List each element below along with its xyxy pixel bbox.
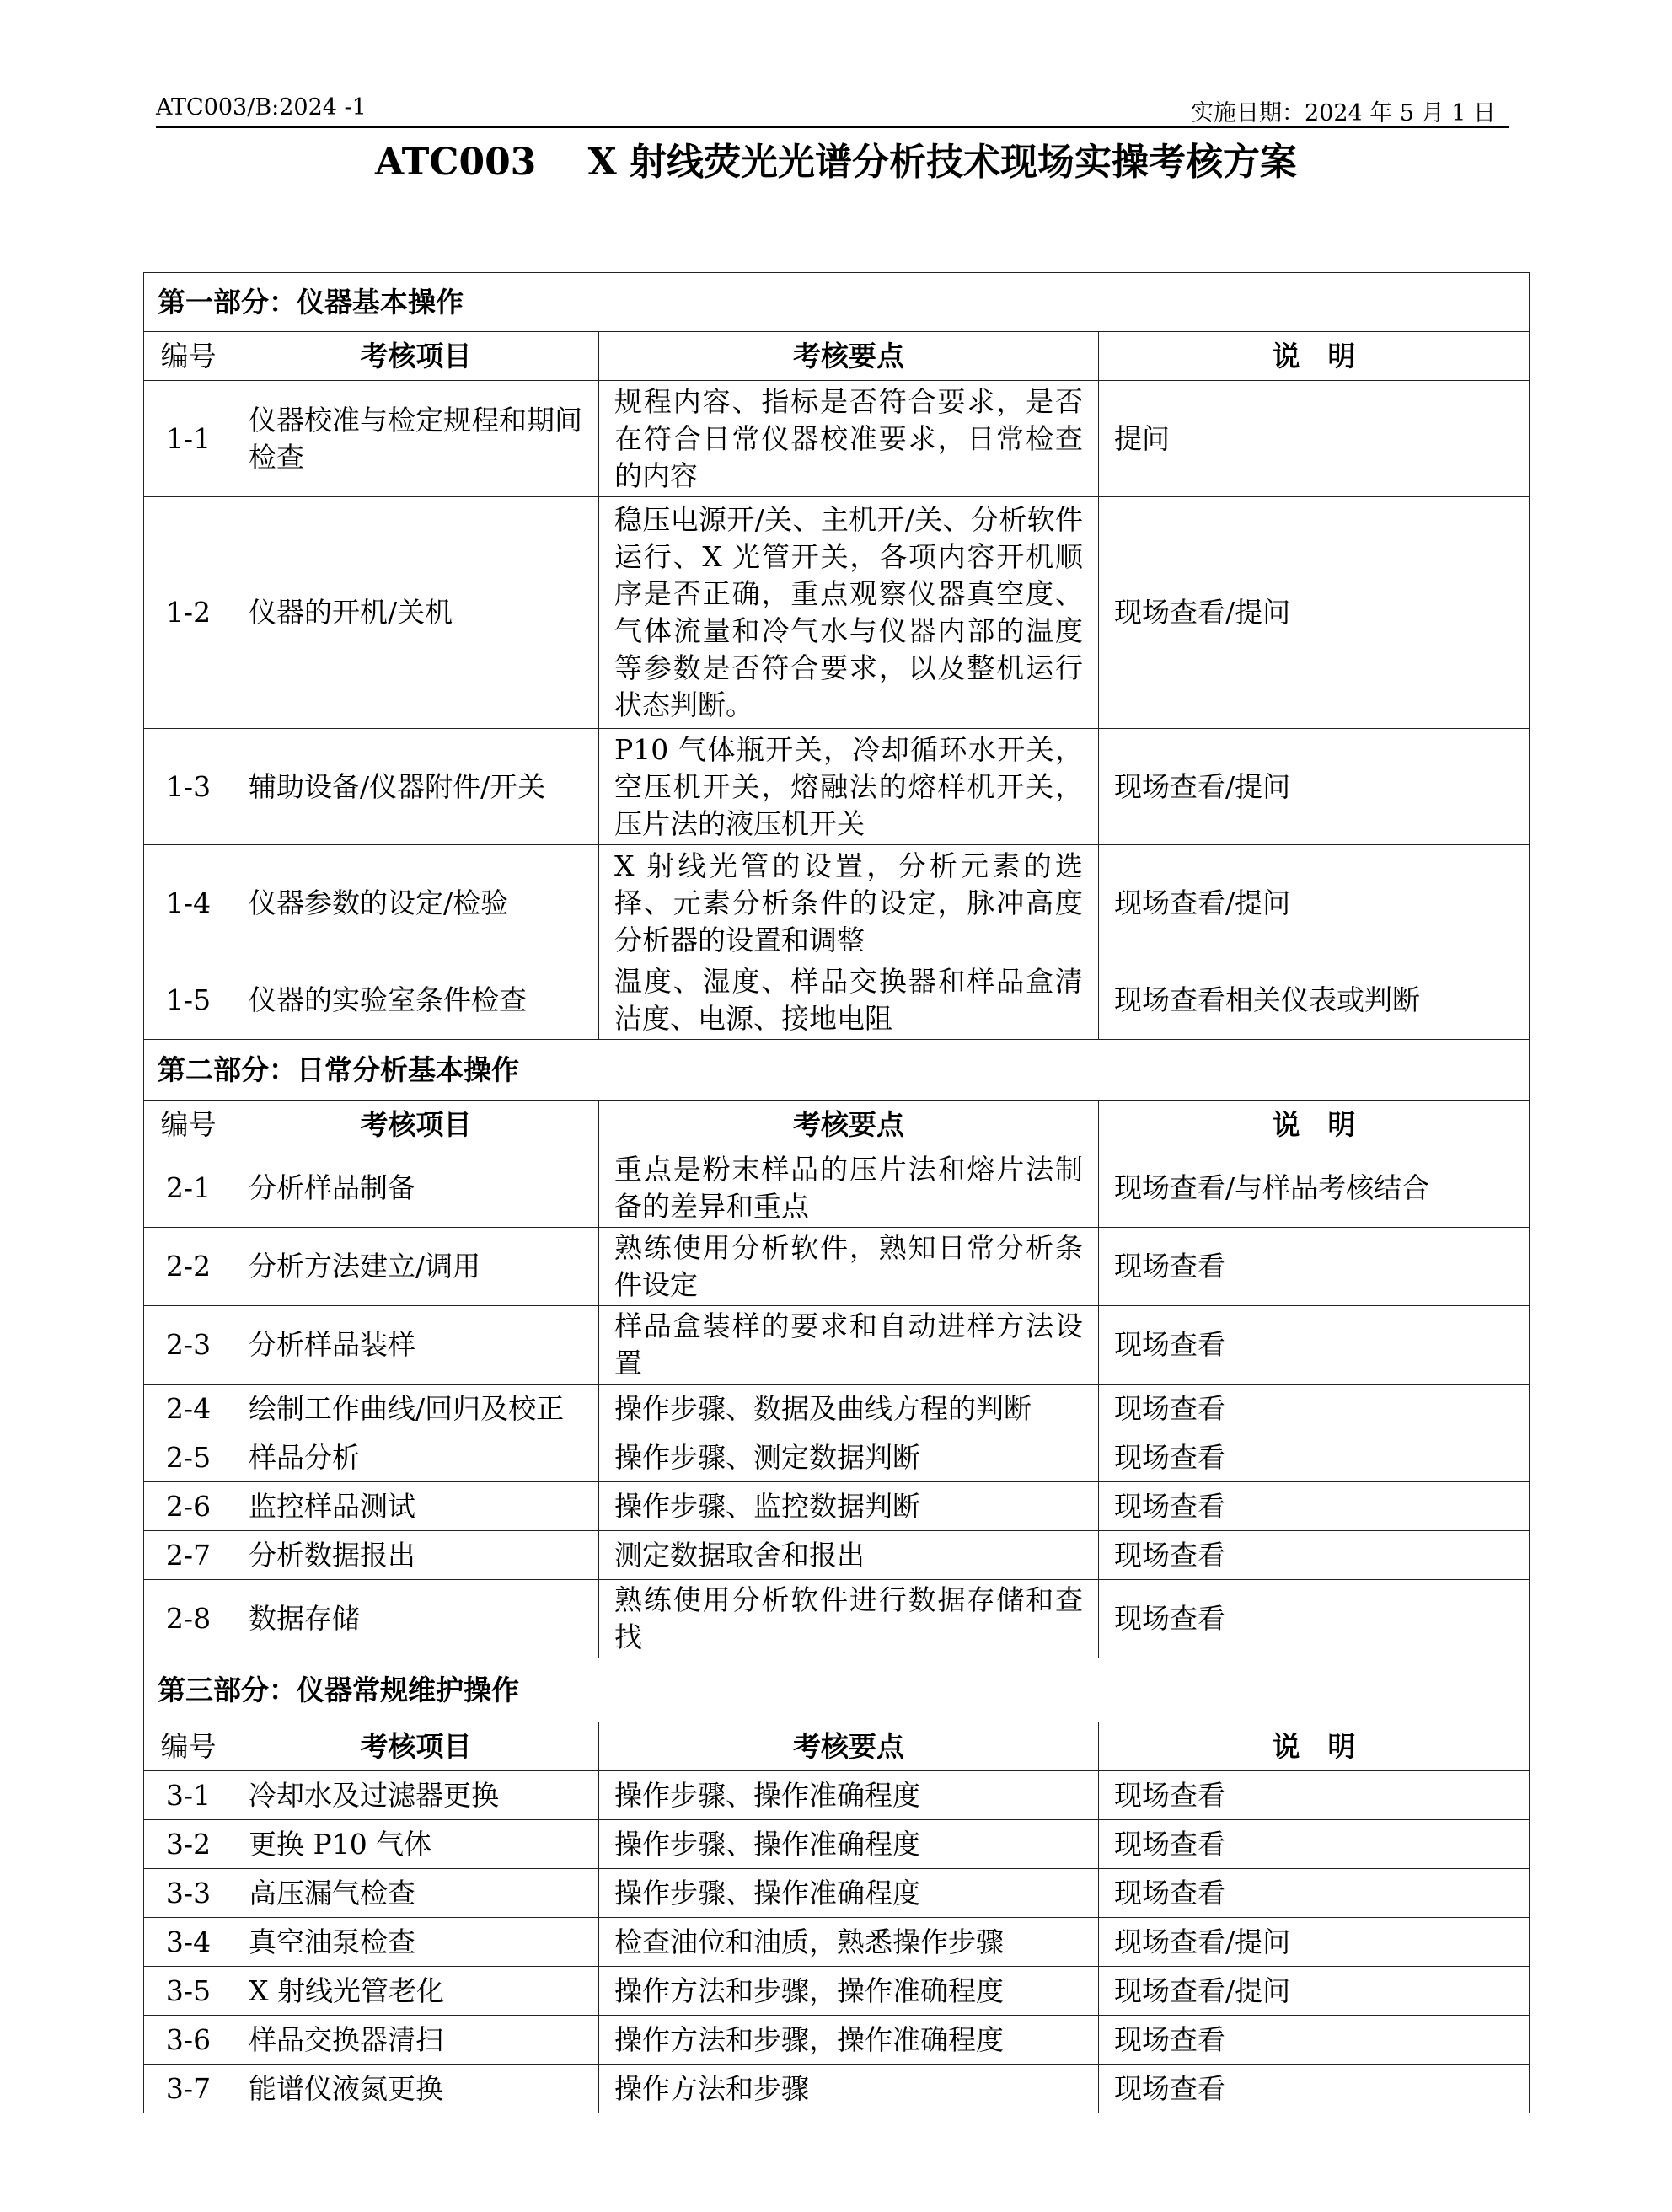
row-number: 3-5 [144, 1967, 233, 2016]
table-row [144, 1869, 1530, 1918]
table-row [144, 497, 1530, 729]
header-rule [156, 126, 1509, 128]
row-item: 样品交换器清扫 [233, 2016, 599, 2065]
row-note: 现场查看 [1099, 1228, 1530, 1306]
table-row [144, 1385, 1530, 1433]
row-item: 仪器参数的设定/检验 [233, 845, 599, 961]
row-item: 分析样品装样 [233, 1306, 599, 1385]
row-point: 操作方法和步骤 [599, 2065, 1099, 2113]
table-row [144, 845, 1530, 961]
table-row [144, 1531, 1530, 1580]
row-note: 现场查看 [1099, 1771, 1530, 1820]
table-row [144, 2016, 1530, 2065]
row-number: 2-5 [144, 1433, 233, 1482]
row-item: 分析方法建立/调用 [233, 1228, 599, 1306]
row-number: 2-8 [144, 1580, 233, 1658]
row-item: 更换 P10 气体 [233, 1820, 599, 1869]
row-point: 操作方法和步骤，操作准确程度 [599, 1967, 1099, 2016]
row-point: 操作步骤、操作准确程度 [599, 1771, 1099, 1820]
column-header-note: 说 明 [1099, 1722, 1530, 1771]
table-row [144, 961, 1530, 1040]
row-point: 操作方法和步骤，操作准确程度 [599, 2016, 1099, 2065]
row-point: 稳压电源开/关、主机开/关、分析软件运行、X 光管开关，各项内容开机顺序是否正确，重点观察仪器真空度、气体流量和冷气水与仪器内部的温度等参数是否符合要求，以及整机运行状态判断。 [599, 497, 1099, 729]
row-point: X 射线光管的设置，分析元素的选择、元素分析条件的设定，脉冲高度分析器的设置和调整 [599, 845, 1099, 961]
row-note: 现场查看 [1099, 1869, 1530, 1918]
section-title: 第一部分：仪器基本操作 [144, 273, 1530, 332]
section-title: 第三部分：仪器常规维护操作 [144, 1658, 1530, 1722]
row-number: 3-4 [144, 1918, 233, 1967]
row-number: 2-2 [144, 1228, 233, 1306]
table-row [144, 1918, 1530, 1967]
page-title: ATC003 X 射线荧光光谱分析技术现场实操考核方案 [374, 141, 1298, 184]
row-item: 冷却水及过滤器更换 [233, 1771, 599, 1820]
row-note: 现场查看 [1099, 1433, 1530, 1482]
column-header-note: 说 明 [1099, 332, 1530, 381]
table-row [144, 1149, 1530, 1228]
section-header-row [144, 1658, 1530, 1722]
column-header-row [144, 1722, 1530, 1771]
table-row [144, 1306, 1530, 1385]
row-point: 操作步骤、操作准确程度 [599, 1869, 1099, 1918]
row-item: 分析数据报出 [233, 1531, 599, 1580]
row-number: 1-4 [144, 845, 233, 961]
table-row [144, 1771, 1530, 1820]
row-item: 绘制工作曲线/回归及校正 [233, 1385, 599, 1433]
row-note: 现场查看 [1099, 1531, 1530, 1580]
row-number: 2-1 [144, 1149, 233, 1228]
column-header-point: 考核要点 [599, 332, 1099, 381]
implementation-date: 实施日期：2024 年 5 月 1 日 [1191, 100, 1496, 126]
row-point: 测定数据取舍和报出 [599, 1531, 1099, 1580]
table-row [144, 1967, 1530, 2016]
row-number: 1-5 [144, 961, 233, 1040]
row-number: 2-3 [144, 1306, 233, 1385]
table-row [144, 1228, 1530, 1306]
row-note: 现场查看 [1099, 1385, 1530, 1433]
row-point: P10 气体瓶开关，冷却循环水开关，空压机开关，熔融法的熔样机开关，压片法的液压机开关 [599, 729, 1099, 845]
table-row [144, 729, 1530, 845]
row-number: 1-1 [144, 381, 233, 497]
column-header-row [144, 1101, 1530, 1149]
row-number: 3-6 [144, 2016, 233, 2065]
row-note: 现场查看 [1099, 1580, 1530, 1658]
column-header-number: 编号 [144, 1101, 233, 1149]
column-header-point: 考核要点 [599, 1722, 1099, 1771]
row-point: 规程内容、指标是否符合要求，是否在符合日常仪器校准要求，日常检查的内容 [599, 381, 1099, 497]
column-header-point: 考核要点 [599, 1101, 1099, 1149]
row-note: 现场查看/提问 [1099, 1918, 1530, 1967]
row-note: 现场查看 [1099, 2016, 1530, 2065]
table-row [144, 1820, 1530, 1869]
row-number: 3-3 [144, 1869, 233, 1918]
row-point: 温度、湿度、样品交换器和样品盒清洁度、电源、接地电阻 [599, 961, 1099, 1040]
row-point: 熟练使用分析软件进行数据存储和查找 [599, 1580, 1099, 1658]
row-item: 能谱仪液氮更换 [233, 2065, 599, 2113]
column-header-row [144, 332, 1530, 381]
column-header-item: 考核项目 [233, 1722, 599, 1771]
doc-code: ATC003/B:2024 -1 [156, 94, 367, 121]
row-point: 检查油位和油质，熟悉操作步骤 [599, 1918, 1099, 1967]
row-number: 2-4 [144, 1385, 233, 1433]
row-note: 现场查看/提问 [1099, 1967, 1530, 2016]
row-item: X 射线光管老化 [233, 1967, 599, 2016]
column-header-item: 考核项目 [233, 332, 599, 381]
row-number: 1-2 [144, 497, 233, 729]
table-row [144, 1580, 1530, 1658]
row-number: 3-7 [144, 2065, 233, 2113]
row-number: 2-6 [144, 1482, 233, 1531]
table-row [144, 381, 1530, 497]
row-number: 3-1 [144, 1771, 233, 1820]
row-note: 现场查看/提问 [1099, 845, 1530, 961]
row-point: 操作步骤、测定数据判断 [599, 1433, 1099, 1482]
row-note: 现场查看 [1099, 1306, 1530, 1385]
row-number: 3-2 [144, 1820, 233, 1869]
section-title: 第二部分：日常分析基本操作 [144, 1040, 1530, 1101]
row-point: 操作步骤、操作准确程度 [599, 1820, 1099, 1869]
row-item: 监控样品测试 [233, 1482, 599, 1531]
row-number: 2-7 [144, 1531, 233, 1580]
section-header-row [144, 273, 1530, 332]
row-number: 1-3 [144, 729, 233, 845]
row-note: 现场查看/提问 [1099, 497, 1530, 729]
row-item: 仪器的实验室条件检查 [233, 961, 599, 1040]
row-point: 重点是粉末样品的压片法和熔片法制备的差异和重点 [599, 1149, 1099, 1228]
row-item: 分析样品制备 [233, 1149, 599, 1228]
column-header-note: 说 明 [1099, 1101, 1530, 1149]
row-note: 现场查看/与样品考核结合 [1099, 1149, 1530, 1228]
row-note: 现场查看 [1099, 1482, 1530, 1531]
row-item: 真空油泵检查 [233, 1918, 599, 1967]
row-note: 现场查看 [1099, 1820, 1530, 1869]
row-note: 现场查看相关仪表或判断 [1099, 961, 1530, 1040]
row-note: 现场查看 [1099, 2065, 1530, 2113]
row-note: 提问 [1099, 381, 1530, 497]
table-row [144, 1482, 1530, 1531]
column-header-number: 编号 [144, 1722, 233, 1771]
table-row [144, 2065, 1530, 2113]
row-point: 熟练使用分析软件，熟知日常分析条件设定 [599, 1228, 1099, 1306]
row-point: 操作步骤、监控数据判断 [599, 1482, 1099, 1531]
table-row [144, 1433, 1530, 1482]
row-item: 仪器校准与检定规程和期间检查 [233, 381, 599, 497]
row-point: 操作步骤、数据及曲线方程的判断 [599, 1385, 1099, 1433]
row-item: 辅助设备/仪器附件/开关 [233, 729, 599, 845]
assessment-table [143, 272, 1530, 2113]
row-item: 仪器的开机/关机 [233, 497, 599, 729]
row-item: 高压漏气检查 [233, 1869, 599, 1918]
row-item: 样品分析 [233, 1433, 599, 1482]
section-header-row [144, 1040, 1530, 1101]
column-header-item: 考核项目 [233, 1101, 599, 1149]
row-note: 现场查看/提问 [1099, 729, 1530, 845]
column-header-number: 编号 [144, 332, 233, 381]
row-item: 数据存储 [233, 1580, 599, 1658]
row-point: 样品盒装样的要求和自动进样方法设置 [599, 1306, 1099, 1385]
